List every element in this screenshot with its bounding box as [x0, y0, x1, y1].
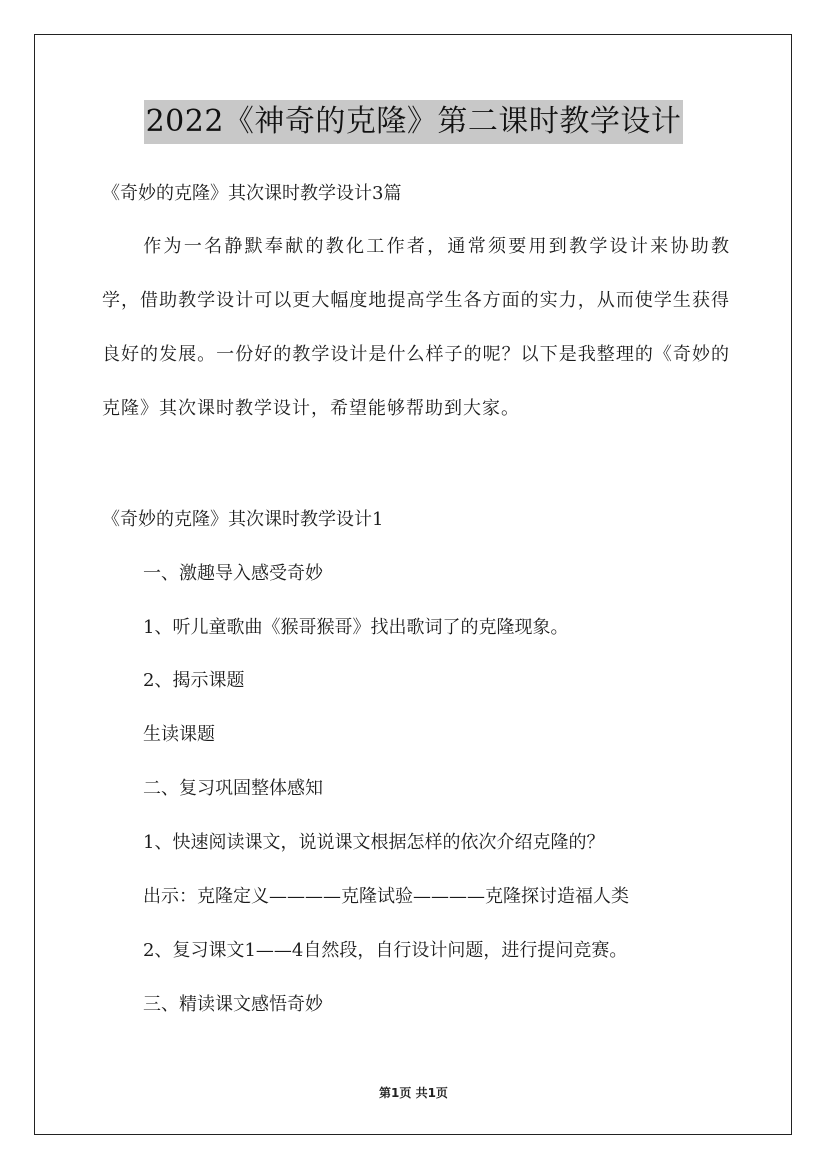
- document-title: 2022《神奇的克隆》第二课时教学设计: [144, 100, 684, 144]
- outline-line: 2、揭示课题: [143, 670, 245, 691]
- section-heading: 《奇妙的克隆》其次课时教学设计1: [102, 509, 384, 530]
- outline-line: 出示：克隆定义————克隆试验————克隆探讨造福人类: [143, 886, 629, 907]
- title-container: [0, 100, 827, 144]
- outline-line: 1、听儿童歌曲《猴哥猴哥》找出歌词了的克隆现象。: [143, 617, 569, 638]
- intro-paragraph: [102, 220, 730, 436]
- outline-line: 生读课题: [143, 724, 215, 745]
- outline-line: 二、复习巩固整体感知: [143, 778, 323, 799]
- outline-line: 三、精读课文感悟奇妙: [143, 994, 323, 1015]
- intro-text: 作为一名静默奉献的教化工作者，通常须要用到教学设计来协助教学，借助教学设计可以更大幅度地提高学生各方面的实力，从而使学生获得良好的发展。一份好的教学设计是什么样子的呢？以下是我整理的《奇妙的克隆》其次课时教学设计，希望能够帮助到大家。: [102, 236, 730, 419]
- outline-line: 一、激趣导入感受奇妙: [143, 563, 323, 584]
- outline-line: 2、复习课文1——4自然段，自行设计问题，进行提问竞赛。: [143, 940, 628, 961]
- outline-line: 1、快速阅读课文，说说课文根据怎样的依次介绍克隆的？: [143, 832, 605, 853]
- page-footer: 第1页 共1页: [379, 1086, 448, 1100]
- document-subtitle: 《奇妙的克隆》其次课时教学设计3篇: [102, 183, 402, 204]
